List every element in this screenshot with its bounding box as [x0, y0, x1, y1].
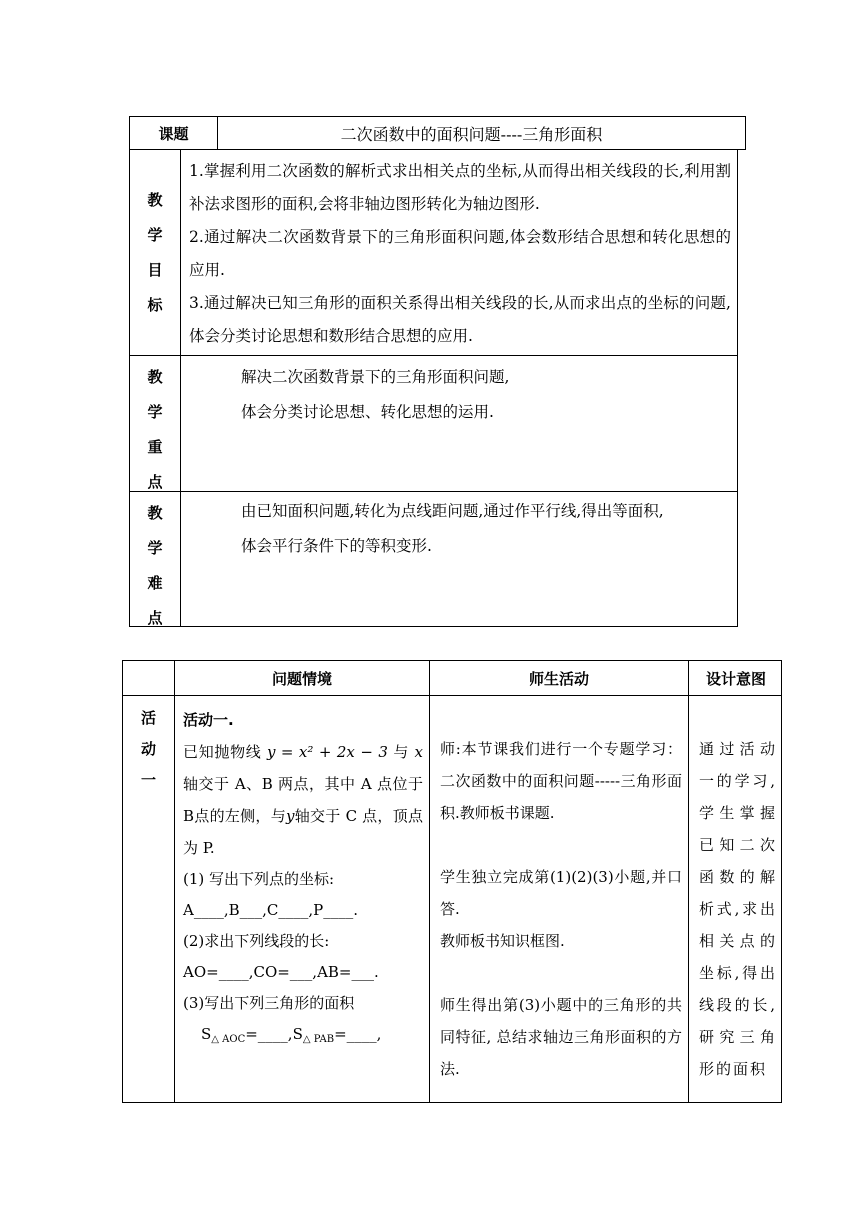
key-point-line: 解决二次函数背景下的三角形面积问题,: [241, 368, 510, 386]
objective-item: 2.通过解决二次函数背景下的三角形面积问题,体会数形结合思想和转化思想的应用.: [189, 228, 731, 279]
key-points-content: [181, 356, 737, 491]
activity-table: [122, 660, 782, 1103]
header-intent: 设计意图: [705, 669, 766, 688]
header-activity: 师生活动: [528, 669, 589, 688]
question-3-blanks: $S_{\triangle AOC}=\_\_\_\_,S_{\triangle PAB}=\_\_\_\_$,: [201, 1025, 382, 1045]
difficulty-line: 体会平行条件下的等积变形.: [241, 537, 432, 555]
key-point-line: 体会分类讨论思想、转化思想的运用.: [241, 403, 494, 421]
objectives-row: [130, 150, 737, 355]
activity-paragraph: 师生得出第(3)小题中的三角形的共同特征, 总结求轴边三角形面积的方法.: [440, 996, 682, 1078]
lesson-topic: 二次函数中的面积问题----三角形面积: [340, 124, 603, 144]
lesson-overview-table: [129, 150, 738, 627]
question-2-blanks: AO=____,CO=___,AB=___.: [183, 963, 379, 981]
problem-statement: 已知抛物线 y = x² + 2x − 3 与 x轴交于 A、B 两点，其中 A 点位于B点的左侧，与y轴交于 C 点，顶点为 P.: [183, 743, 423, 857]
objective-item: 1.掌握利用二次函数的解析式求出相关点的坐标,从而得出相关线段的长,利用割补法求图形的面积,会将非轴边图形转化为轴边图形.: [189, 162, 731, 213]
activity-row-label: 活 动 一: [140, 709, 156, 789]
design-intent-cell: [689, 697, 783, 1102]
problem-title: 活动一.: [183, 711, 234, 729]
difficulty-line: 由已知面积问题,转化为点线距问题,通过作平行线,得出等面积,: [241, 502, 664, 520]
teacher-student-activity-cell: [430, 697, 688, 1102]
question-1-blanks: A____,B___,C____,P____.: [183, 901, 358, 919]
difficulties-content: [181, 492, 737, 627]
objective-item: 3.通过解决已知三角形的面积关系得出相关线段的长,从而求出点的坐标的问题,体会分类讨论思想和数形结合思想的应用.: [189, 294, 731, 345]
difficulties-label: 教 学 难 点: [130, 492, 181, 627]
design-intent-text: 通过活动一的学习,学生掌握已知二次函数的解析式,求出相关点的坐标,得出线段的长,研究三角形的面积: [699, 740, 777, 1078]
question-3: (3)写出下列三角形的面积: [183, 994, 355, 1012]
activity-paragraph: 师:本节课我们进行一个专题学习：二次函数中的面积问题-----三角形面积.教师板书课题.: [440, 740, 682, 822]
header-problem: 问题情境: [271, 669, 332, 688]
question-1: (1) 写出下列点的坐标:: [183, 870, 335, 888]
topic-label: 课题: [130, 117, 218, 149]
activity-paragraph: 学生独立完成第(1)(2)(3)小题,并口答.: [440, 868, 682, 918]
activity-paragraph: 教师板书知识框图.: [440, 932, 565, 950]
question-2: (2)求出下列线段的长:: [183, 932, 330, 950]
key-points-row: [130, 355, 737, 491]
problem-cell: [175, 697, 429, 1102]
lesson-title-row: [129, 116, 746, 150]
objectives-content: [181, 150, 737, 355]
key-points-label: 教 学 重 点: [130, 356, 181, 491]
difficulties-row: [130, 491, 737, 627]
objectives-label: 教 学 目 标: [130, 150, 181, 355]
